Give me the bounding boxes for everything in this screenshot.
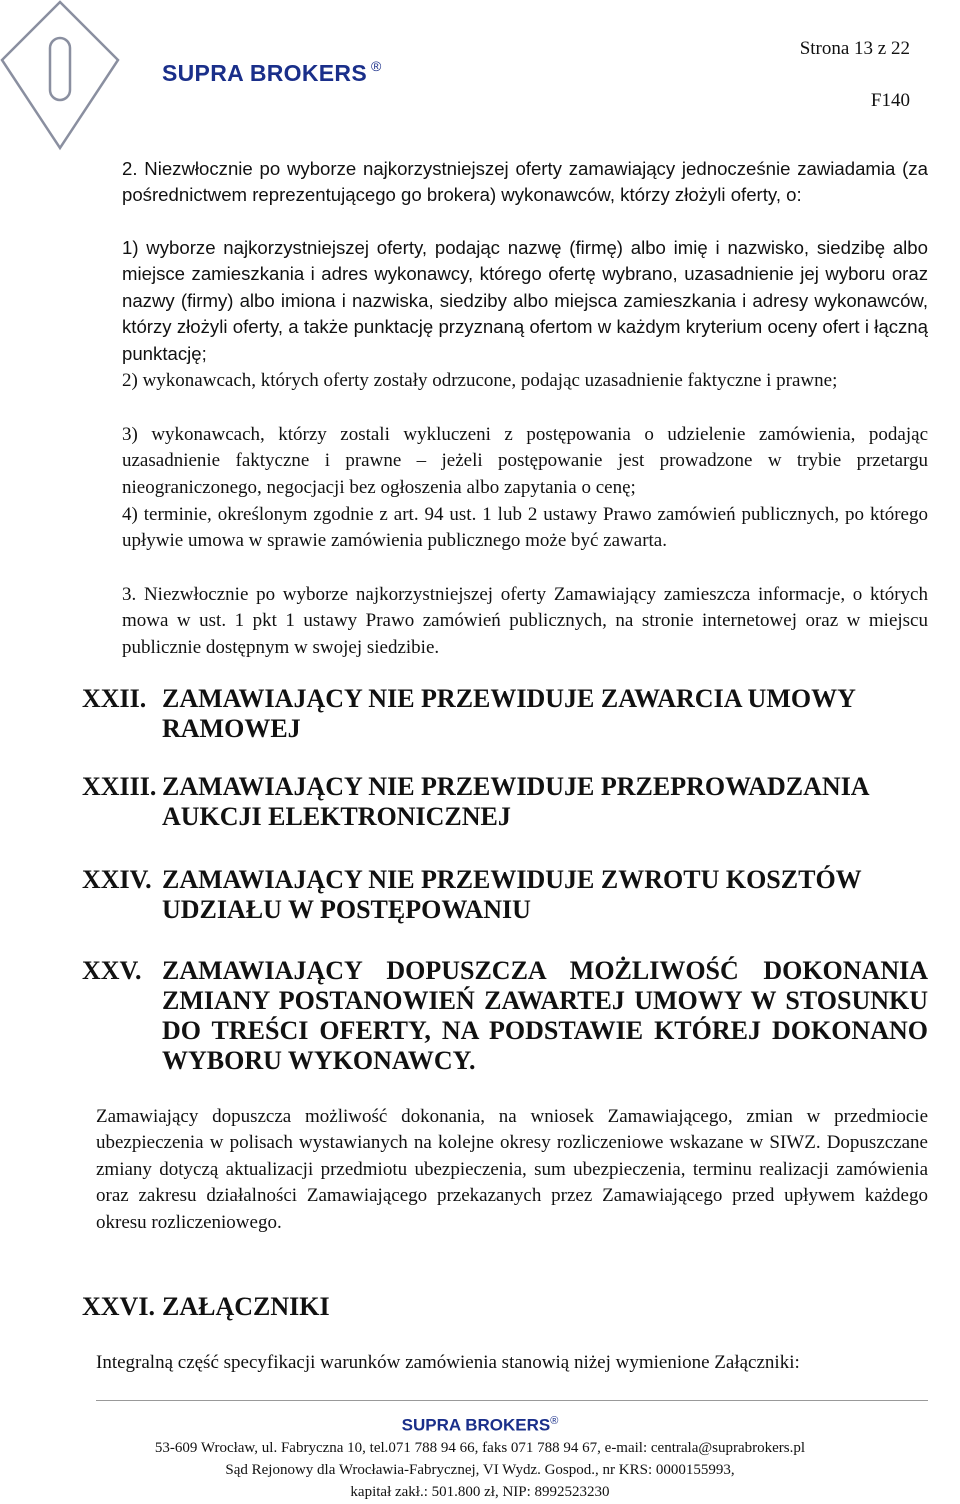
footer-address: 53-609 Wrocław, ul. Fabryczna 10, tel.071 788 94 66, faks 071 788 94 67, e-mail: centrala@suprabrokers.pl [154,1439,806,1456]
section-title: ZAMAWIAJĄCY NIE PRZEWIDUJE PRZEPROWADZANIA AUKCJI ELEKTRONICZNEJ [162,772,869,831]
section-xxv-heading [82,956,928,1076]
item-2: 2) wykonawcach, których oferty zostały odrzucone, podając uzasadnienie faktyczne i prawne; [122,370,838,391]
section-number: XXVI. [82,1292,155,1321]
footer-divider [96,1400,928,1401]
section-xxiii-heading [82,772,928,832]
section-xxvi-body: Integralną część specyfikacji warunków zamówienia stanowią niżej wymienione Załączniki: [96,1352,800,1373]
section-number: XXII. [82,684,147,713]
page-footer [0,1410,960,1503]
section-xxiv-heading [82,865,928,925]
section-title: ZAMAWIAJĄCY NIE PRZEWIDUJE ZAWARCIA UMOWY RAMOWEJ [162,684,855,743]
section-number: XXV. [82,956,142,985]
section-number: XXIV. [82,865,152,894]
section-title: ZAMAWIAJĄCY NIE PRZEWIDUJE ZWROTU KOSZTÓW UDZIAŁU W POSTĘPOWANIU [162,865,862,924]
section-xxii-heading [82,684,928,744]
page-number: Strona 13 z 22 [799,38,910,59]
form-code: F140 [870,90,910,111]
section-xxvi-heading [82,1292,928,1322]
company-logo [0,0,170,160]
section-title: ZAŁĄCZNIKI [162,1292,330,1321]
section-title: ZAMAWIAJĄCY DOPUSZCZA MOŻLIWOŚĆ DOKONANIA ZMIANY POSTANOWIEŃ ZAWARTEJ UMOWY W STOSUNKU DO TREŚCI OFERTY, NA PODSTAWIE KTÓREJ DOKONANO WYBORU WYKONAWCY. [162,956,928,1075]
section-number: XXIII. [82,772,157,801]
section-xxv-body: Zamawiający dopuszcza możliwość dokonania, na wniosek Zamawiającego, zmian w przedmiocie ubezpieczenia w polisach wystawianych na kolejne okresy rozliczeniowe wskazane w SIWZ. Dopuszczane zmiany dotyczą aktualizacji przedmiotu ubezpieczenia, sum ubezpieczenia, terminu realizacji zamówienia oraz zakresu działalności Zamawiającego przekazanych przez Zamawiającego przed upływem każdego okresu rozliczeniowego. [96,1106,928,1233]
footer-registered-mark: ® [550,1415,559,1427]
registered-mark: ® [370,58,382,74]
footer-brand: SUPRA BROKERS® [401,1415,559,1435]
para-2-intro: 2. Niezwłocznie po wyborze najkorzystniejszej oferty zamawiający jednocześnie zawiadamia (za pośrednictwem reprezentującego go brokera) wykonawców, którzy złożyli oferty, o: [122,158,928,206]
brand-name: SUPRA BROKERS ® [162,58,382,86]
item-4: 4) terminie, określonym zgodnie z art. 94 ust. 1 lub 2 ustawy Prawo zamówień publicznych, po którego upływie umowa w sprawie zamówienia publicznego może być zawarta. [122,504,928,552]
para-3: 3. Niezwłocznie po wyborze najkorzystniejszej oferty Zamawiający zamieszcza informacje, o których mowa w ust. 1 pkt 1 ustawy Prawo zamówień publicznych, na stronie internetowej oraz w miejscu publicznie dostępnym w swojej siedzibie. [122,584,928,658]
item-1: 1) wyborze najkorzystniejszej oferty, podając nazwę (firmę) albo imię i nazwisko, siedzibę albo miejsce zamieszkania i adres wykonawcy, którego ofertę wybrano, uzasadnienie jej wyboru oraz nazwy (firmy) albo imiona i nazwiska, siedziby albo miejsca zamieszkania i adresy wykonawców, którzy złożyli oferty, a także punktację przyznaną ofertom w każdym kryterium oceny ofert i łączną punktację; [122,237,928,364]
item-3: 3) wykonawcach, którzy zostali wykluczeni z postępowania o udzielenie zamówienia, podając uzasadnienie faktyczne i prawne – jeżeli postępowanie jest prowadzone w trybie przetargu nieograniczonego, negocjacji bez ogłoszenia albo zapytania o cenę; [122,424,928,498]
footer-court-registry: Sąd Rejonowy dla Wrocławia-Fabrycznej, VI Wydz. Gospod., nr KRS: 0000155993, [225,1461,735,1478]
footer-capital-nip: kapitał zakł.: 501.800 zł, NIP: 8992523230 [350,1483,610,1500]
